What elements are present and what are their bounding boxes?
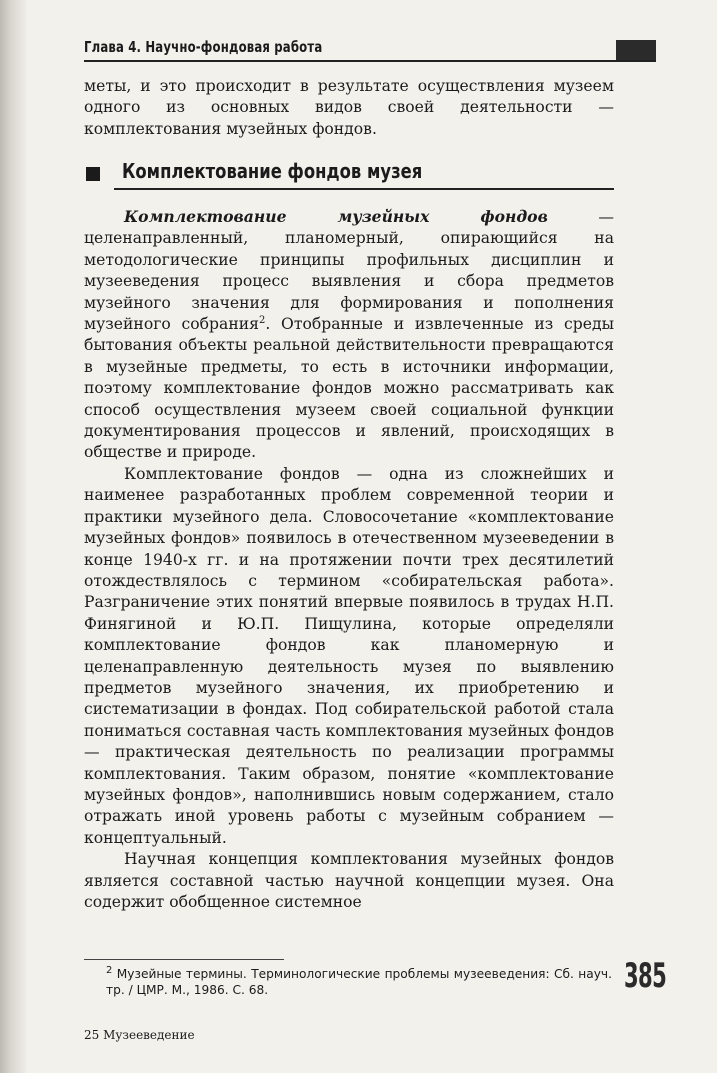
chapter-title: Глава 4. Научно-фондовая работа [84,38,323,56]
body-text [84,206,614,913]
definition-text: — целенаправленный, планомерный, опирающийся на методологические принципы профильных дисциплин и музееведения процесс выявления и сбора предметов музейного значения для формирования и пополнения музейного собрания [84,208,614,334]
section-rule [114,188,614,190]
paragraph: Научная концепция комплектования музейных фондов является составной частью научной концепции музея. Она содержит обобщенное системное [84,850,614,911]
definition-text-cont: . Отобранные и извлеченные из среды бытования объекты реальной действительности превращаются в музейные предметы, то есть в источники информации, поэтому комплектование фондов можно рассматривать как способ осуществления музеем своей социальной функции документирования процессов и явлений, происходящих в обществе и природе. [84,315,614,462]
intro-text: меты, и это происходит в результате осуществления музеем одного из основных видов своей деятельности — комплектования музейных фондов. [84,77,614,138]
footnote-number: 2 [106,964,113,976]
running-head [84,34,656,64]
defined-term: Комплектование музейных фондов [124,207,548,226]
footnote-text: Музейные термины. Терминологические проблемы музееведения: Сб. науч. тр. / ЦМР. М., 1986. С. 68. [106,967,612,997]
paragraph-definition [84,206,614,464]
footnote [84,966,612,998]
bullet-square-icon [86,167,100,181]
paragraph: Комплектование фондов — одна из сложнейших и наименее разработанных проблем современной теории и практики музейного дела. Словосочетание «комплектование музейных фондов» появилось в отечественном музееведении в конце 1940-х гг. и на протяжении почти трех десятилетий отождествлялось с термином «собирательская работа». Разграничение этих понятий впервые появилось в трудах Н.П. Финягиной и Ю.П. Пищулина, которые определяли комплектование фондов как планомерную и целенаправленную деятельность музея по выявлению предметов музейного значения, их приобретению и систематизации в фондах. Под собирательской работой стала пониматься составная часть комплектования музейных фондов — практическая деятельность по реализации программы комплектования. Таким образом, понятие «комплектование музейных фондов», наполнившись новым содержанием, стало отражать иной уровень работы с музейным собранием — концептуальный. [84,464,614,847]
printer-signature: 25 Музееведение [84,1028,195,1042]
page-number: 385 [624,956,667,996]
header-rule [84,60,656,62]
section-header [84,158,614,190]
chapter-tab-marker [616,40,656,60]
intro-paragraph [84,76,614,140]
book-spine-shadow [0,0,26,1073]
section-heading: Комплектование фондов музея [122,159,423,183]
footnote-rule [84,959,284,960]
footnote-ref: 2 [258,314,266,326]
